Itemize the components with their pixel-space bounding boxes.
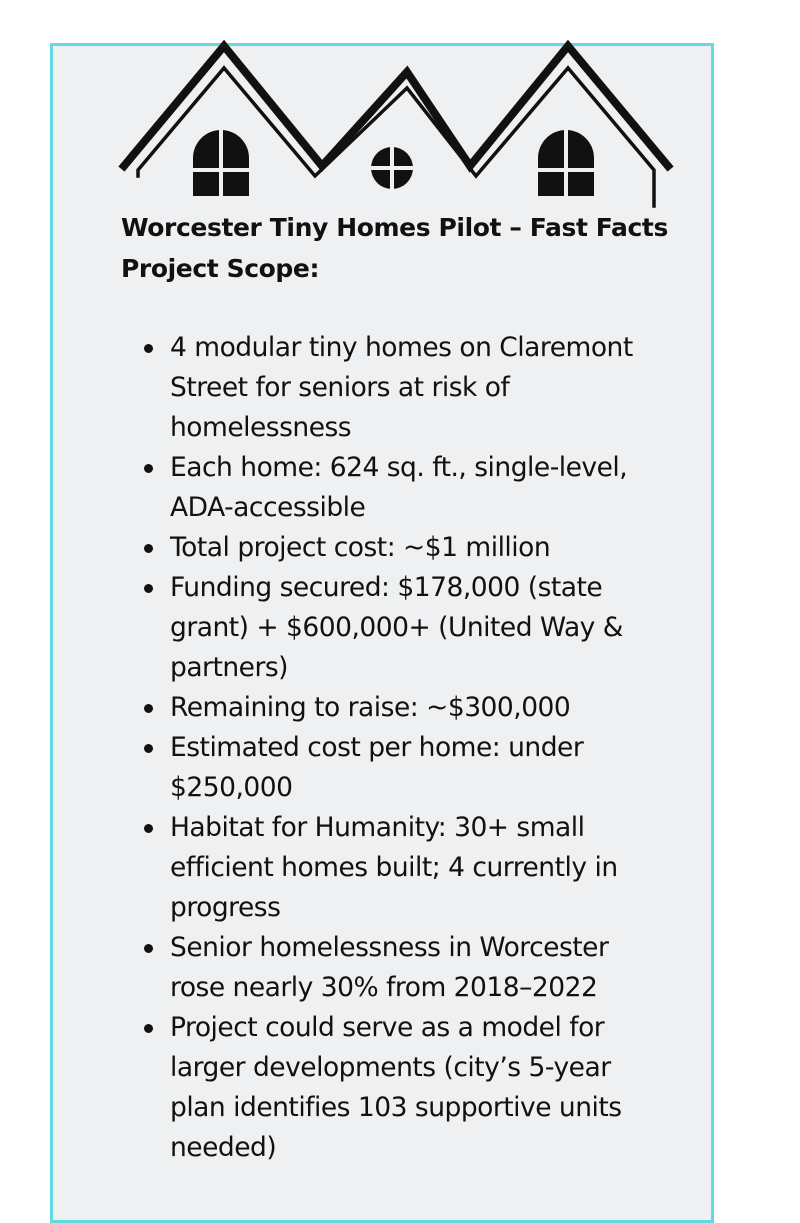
bullet-icon: [144, 1024, 153, 1033]
fact-text: Senior homelessness in Worcester rose nearly 30% from 2018–2022: [170, 932, 609, 1003]
bullet-icon: [144, 944, 153, 953]
left-window-icon: [193, 128, 249, 198]
fact-text: 4 modular tiny homes on Claremont Street for seniors at risk of homelessness: [170, 332, 633, 443]
right-window-icon: [538, 128, 594, 198]
list-item: [121, 1008, 666, 1168]
list-item: [121, 928, 666, 1008]
bullet-icon: [144, 464, 153, 473]
fact-text: Total project cost: ~$1 million: [170, 532, 551, 563]
fact-list: [121, 328, 666, 1168]
house-rooflines-icon: [118, 40, 674, 215]
list-item: [121, 328, 666, 448]
bullet-icon: [144, 344, 153, 353]
list-item: [121, 568, 666, 688]
list-item: [121, 528, 666, 568]
page-title: Worcester Tiny Homes Pilot – Fast Facts: [121, 213, 668, 242]
fact-text: Each home: 624 sq. ft., single-level, ADA-accessible: [170, 452, 628, 523]
fact-text: Project could serve as a model for larger developments (city’s 5-year plan identifies 103 supportive units needed): [170, 1012, 622, 1163]
list-item: [121, 808, 666, 928]
bullet-icon: [144, 544, 153, 553]
bullet-icon: [144, 704, 153, 713]
bullet-icon: [144, 824, 153, 833]
round-window-icon: [370, 146, 414, 190]
section-heading: Project Scope:: [121, 254, 320, 283]
list-item: [121, 688, 666, 728]
bullet-icon: [144, 744, 153, 753]
list-item: [121, 728, 666, 808]
fact-text: Habitat for Humanity: 30+ small efficient homes built; 4 currently in progress: [170, 812, 618, 923]
bullet-icon: [144, 584, 153, 593]
list-item: [121, 448, 666, 528]
fact-text: Remaining to raise: ~$300,000: [170, 692, 571, 723]
fact-text: Estimated cost per home: under $250,000: [170, 732, 584, 803]
fact-text: Funding secured: $178,000 (state grant) + $600,000+ (United Way & partners): [170, 572, 623, 683]
